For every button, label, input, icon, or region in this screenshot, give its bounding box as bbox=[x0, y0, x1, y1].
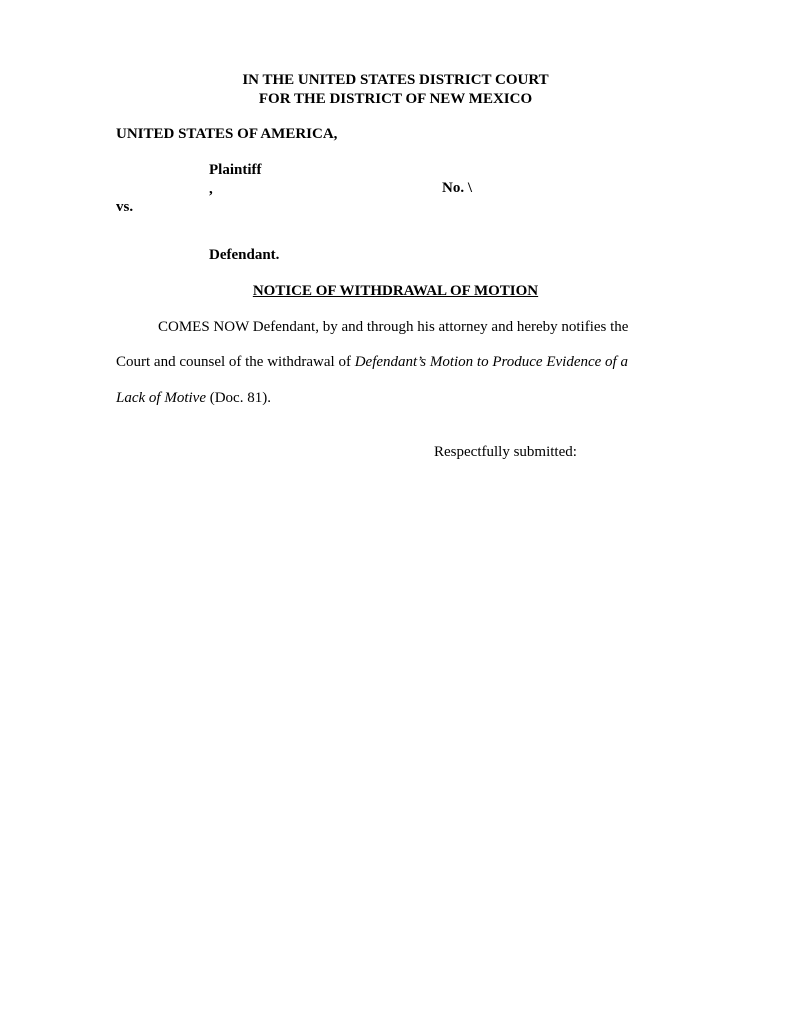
versus-label: vs. bbox=[116, 199, 134, 215]
body-line-1: COMES NOW Defendant, by and through his attorney and hereby notifies the bbox=[158, 319, 629, 335]
court-name-line-2: FOR THE DISTRICT OF NEW MEXICO bbox=[258, 91, 533, 107]
defendant-label: Defendant. bbox=[209, 247, 280, 263]
motion-title-part-2: Lack of Motive bbox=[116, 390, 206, 406]
document-title: NOTICE OF WITHDRAWAL OF MOTION bbox=[252, 283, 539, 299]
plaintiff-name: UNITED STATES OF AMERICA, bbox=[116, 126, 338, 142]
signoff: Respectfully submitted: bbox=[434, 444, 577, 460]
body-line-2-text: Court and counsel of the withdrawal of bbox=[116, 354, 355, 370]
motion-title-part-1: Defendant’s Motion to Produce Evidence of a bbox=[354, 354, 628, 370]
plaintiff-comma: , bbox=[209, 181, 213, 197]
body-line-3 bbox=[116, 389, 271, 407]
doc-reference: (Doc. 81). bbox=[205, 390, 271, 406]
plaintiff-label: Plaintiff bbox=[209, 162, 262, 178]
case-number: No. \ bbox=[442, 180, 472, 196]
court-name-line-1: IN THE UNITED STATES DISTRICT COURT bbox=[242, 72, 549, 88]
body-line-2 bbox=[116, 353, 628, 371]
